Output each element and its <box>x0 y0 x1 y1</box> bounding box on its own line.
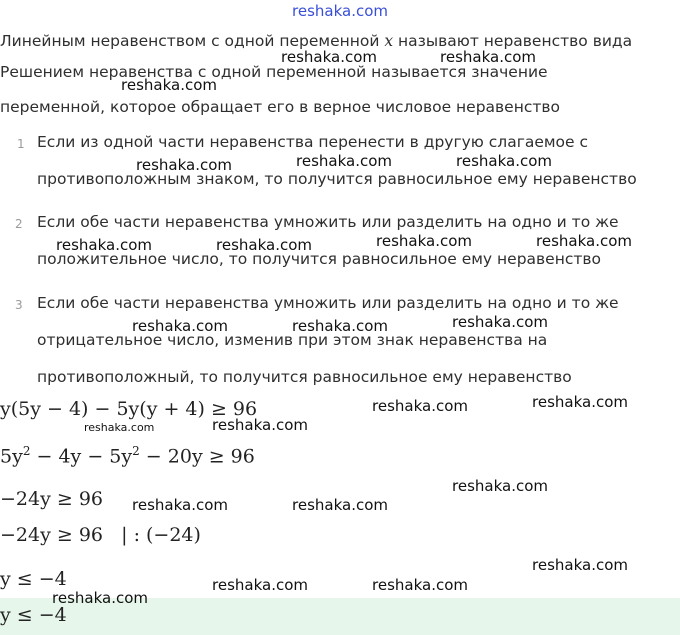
watermark: reshaka.com <box>532 556 628 574</box>
watermark: reshaka.com <box>376 232 472 250</box>
solution-step-2: $5y^2 - 4y - 5y^2 - 20y \ge 96$ <box>0 444 255 468</box>
rule-3-line2: отрицательное число, изменив при этом знак неравенства на <box>37 331 548 349</box>
watermark: reshaka.com <box>372 576 468 594</box>
watermark: reshaka.com <box>132 496 228 514</box>
watermark: reshaka.com <box>212 416 308 434</box>
watermark: reshaka.com <box>372 397 468 415</box>
rule-2-line2: положительное число, то получится равносильное ему неравенство <box>37 250 602 268</box>
solution-step-3: −24y ≥ 96 <box>0 488 104 510</box>
watermark: reshaka.com <box>216 236 312 254</box>
rule-3-line1: Если обе части неравенства умножить или разделить на одно и то же <box>37 294 619 312</box>
definition-text-end: называют неравенство вида <box>393 32 633 50</box>
watermark: reshaka.com <box>121 76 217 94</box>
watermark: reshaka.com <box>56 236 152 254</box>
rule-2-line1: Если обе части неравенства умножить или разделить на одно и то же <box>37 213 619 231</box>
rule-3-line3: противоположный, то получится равносильное ему неравенство <box>37 368 572 386</box>
watermark: reshaka.com <box>440 48 536 66</box>
watermark: reshaka.com <box>536 232 632 250</box>
watermark: reshaka.com <box>281 48 377 66</box>
watermark: reshaka.com <box>452 313 548 331</box>
answer-value: y ≤ −4 <box>0 604 67 626</box>
definition-solution-line2: переменной, которое обращает его в верное числовое неравенство <box>0 98 561 116</box>
watermark: reshaka.com <box>132 317 228 335</box>
watermark: reshaka.com <box>296 152 392 170</box>
watermark: reshaka.com <box>532 393 628 411</box>
watermark-small: reshaka.com <box>84 421 155 434</box>
site-header-link[interactable]: reshaka.com <box>292 2 388 20</box>
solution-step-1: y(5y − 4) − 5y(y + 4) ≥ 96 <box>0 398 258 420</box>
rule-1-line2: противоположным знаком, то получится равносильное ему неравенство <box>37 170 637 188</box>
watermark: reshaka.com <box>212 576 308 594</box>
variable-x: x <box>384 32 394 50</box>
definition-text: Линейным неравенством с одной переменной <box>0 32 385 50</box>
watermark: reshaka.com <box>452 477 548 495</box>
rule-1-number: 1 <box>17 137 25 151</box>
watermark: reshaka.com <box>52 589 148 607</box>
rule-2-number: 2 <box>15 217 23 231</box>
solution-step-5: y ≤ −4 <box>0 568 67 590</box>
watermark: reshaka.com <box>456 152 552 170</box>
watermark: reshaka.com <box>292 496 388 514</box>
watermark: reshaka.com <box>136 156 232 174</box>
rule-3-number: 3 <box>15 298 23 312</box>
rule-1-line1: Если из одной части неравенства перенести в другую слагаемое с <box>37 133 589 151</box>
solution-step-4: −24y ≥ 96 | : (−24) <box>0 524 201 546</box>
definition-solution-line1: Решением неравенства с одной переменной называется значение <box>0 63 548 81</box>
watermark: reshaka.com <box>292 317 388 335</box>
